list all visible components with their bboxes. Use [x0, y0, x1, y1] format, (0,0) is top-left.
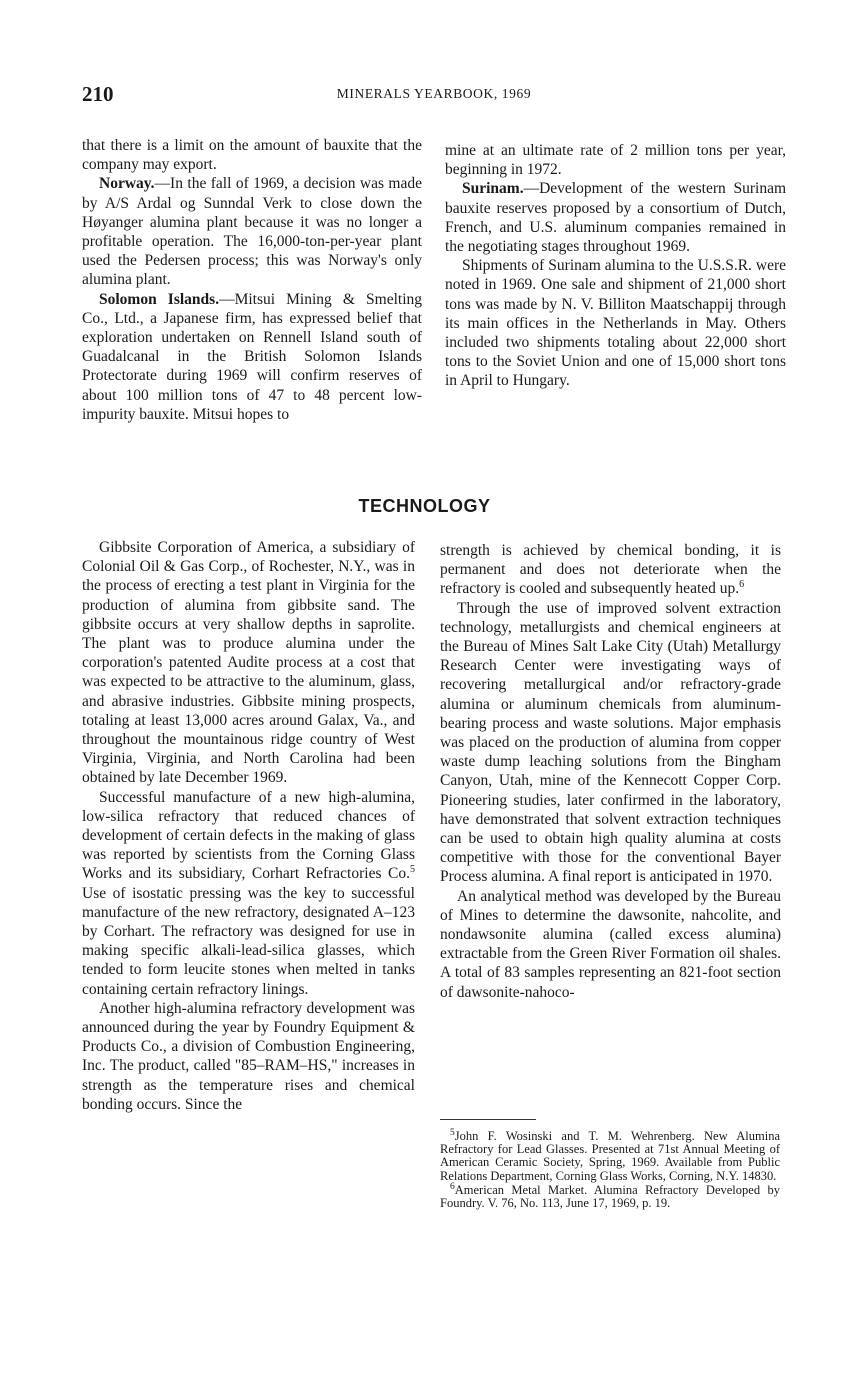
footnote-mark: 6 [450, 1181, 455, 1192]
paragraph-surinam [445, 179, 786, 256]
footnotes [440, 1127, 780, 1211]
paragraph: that there is a limit on the amount of bauxite that the company may export. [82, 137, 422, 174]
page-header [82, 82, 786, 110]
footnote-reference: 5 [410, 864, 415, 876]
paragraph: Shipments of Surinam alumina to the U.S.S.R. were noted in 1969. One sale and shipment of 21,000 short tons was made by N. V. Billiton Maatschappij through its main offices in the Netherlands in May. Others included two shipments totaling about 22,000 short tons to the Soviet Union and one of 15,000 short tons in April to Hungary. [445, 257, 786, 390]
footnote-reference: 6 [739, 579, 745, 591]
paragraph-solomon-islands [82, 290, 422, 424]
footnote [440, 1181, 780, 1211]
top-right-column [445, 141, 786, 391]
bottom-right-column [440, 541, 781, 1002]
paragraph: Through the use of improved solvent extraction technology, metallurgists and chemical engineers at the Bureau of Mines Salt Lake City (Utah) Metallurgy Research Center were investigating ways of recovering metallurgical and/or refractory-grade alumina or aluminum chemicals from aluminum-bearing process and waste solutions. Major emphasis was placed on the production of alumina from copper waste dump leaching solutions from the Bingham Canyon, Utah, mine of the Kennecott Copper Corp. Pioneering studies, later confirmed in the laboratory, have demonstrated that solvent extraction techniques can be used to obtain high quality alumina at costs competitive with those for the conventional Bayer Process alumina. A final report is anticipated in 1970. [440, 599, 781, 886]
paragraph [440, 541, 781, 599]
paragraph: An analytical method was developed by the Bureau of Mines to determine the dawsonite, nahcolite, and nondawsonite alumina (called excess alumina) extractable from the Green River Formation oil shales. A total of 83 samples representing an 821-foot section of dawsonite-nahoco- [440, 887, 781, 1001]
footnote-text: John F. Wosinski and T. M. Wehrenberg. New Alumina Refractory for Lead Glasses. Presented at 71st Annual Meeting of American Ceramic Society, Spring, 1969. Available from Public Relations Department, Corning Glass Works, Corning, N.Y. 14830. [440, 1129, 780, 1183]
footnote [440, 1127, 780, 1183]
paragraph-text: —Mitsui Mining & Smelting Co., Ltd., a Japanese firm, has expressed belief that exploration undertaken on Rennell Island south of Guadalcanal in the British Solomon Islands Protectorate during 1969 will confirm reserves of about 100 million tons of 47 to 48 percent low-impurity bauxite. Mitsui hopes to [82, 290, 422, 423]
run-in-heading: Norway. [99, 175, 155, 193]
paragraph-text: Successful manufacture of a new high-alumina, low-silica refractory that reduced chances of development of certain defects in the making of glass was reported by scientists from the Corning Glass Works and its subsidiary, Corhart Refractories Co. [82, 788, 415, 883]
footnote-divider [440, 1119, 536, 1120]
paragraph-norway [82, 174, 422, 289]
paragraph-text: strength is achieved by chemical bonding, it is permanent and does not deteriorate when the refractory is cooled and subsequently heated up. [440, 542, 781, 598]
paragraph: Another high-alumina refractory development was announced during the year by Foundry Equipment & Products Co., a division of Combustion Engineering, Inc. The product, called "85–RAM–HS," increases in strength as the temperature rises and chemical bonding occurs. Since the [82, 999, 415, 1113]
bottom-left-column [82, 538, 415, 1114]
running-title: MINERALS YEARBOOK, 1969 [336, 86, 532, 101]
top-left-column [82, 136, 422, 424]
footnote-mark: 5 [450, 1127, 455, 1138]
footnote-text: American Metal Market. Alumina Refractory Developed by Foundry. V. 76, No. 113, June 17, 1969, p. 19. [440, 1182, 780, 1211]
paragraph-text: —In the fall of 1969, a decision was made by A/S Ardal og Sunndal Verk to close down the Høyanger alumina plant because it was no longer a profitable operation. The 16,000-ton-per-year plant used the Pedersen process; this was Norway's only alumina plant. [82, 175, 422, 289]
section-heading: TECHNOLOGY [358, 496, 491, 516]
paragraph: mine at an ultimate rate of 2 million tons per year, beginning in 1972. [445, 142, 786, 179]
page-number: 210 [82, 82, 114, 106]
paragraph-text: —Development of the western Surinam bauxite reserves proposed by a consortium of Dutch, French, and U.S. aluminum companies remained in the negotiating stages throughout 1969. [445, 180, 786, 256]
paragraph [82, 788, 415, 999]
paragraph: Gibbsite Corporation of America, a subsidiary of Colonial Oil & Gas Corp., of Rochester, N.Y., was in the process of erecting a test plant in Virginia for the production of alumina from gibbsite sand. The gibbsite occurs at very shallow depths in saprolite. The plant was to produce alumina under the corporation's patented Audite process at a cost that was expected to be attractive to the aluminum, glass, and abrasive industries. Gibbsite mining prospects, totaling at least 13,000 acres around Galax, Va., and throughout the mountainous ridge country of West Virginia, Virginia, and North Carolina had been obtained by late December 1969. [82, 539, 415, 787]
run-in-heading: Solomon Islands. [99, 290, 220, 308]
paragraph-text: Use of isostatic pressing was the key to successful manufacture of the new refractory, designated A–123 by Corhart. The refractory was designed for use in making specific alkali-lead-silica glasses, which tended to form leucite stones when melted in tanks containing certain refractory linings. [82, 884, 415, 998]
run-in-heading: Surinam. [462, 180, 524, 198]
